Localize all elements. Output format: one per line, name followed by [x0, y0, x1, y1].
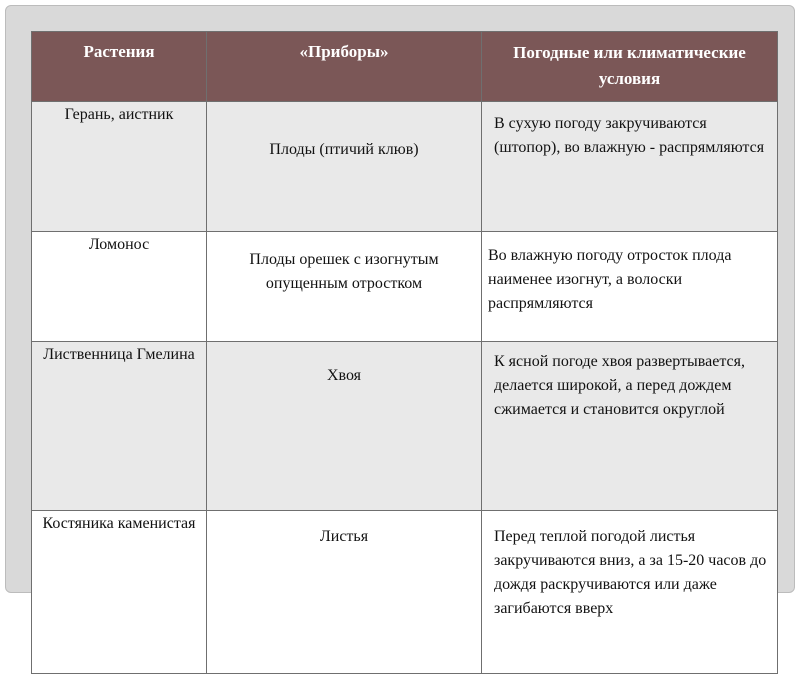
header-plants: Растения: [32, 32, 207, 102]
header-conditions: Погодные или климатические условия: [482, 32, 778, 102]
condition-cell: В сухую погоду закручиваются (штопор), во влажную - распрямляются: [482, 102, 778, 232]
table-row: [32, 102, 778, 232]
table-header-row: [32, 32, 778, 102]
instrument-cell: Листья: [207, 511, 482, 674]
condition-cell: К ясной погоде хвоя развертывается, делается широкой, а перед дождем сжимается и становится округлой: [482, 342, 778, 511]
instrument-cell: Хвоя: [207, 342, 482, 511]
instrument-cell: Плоды (птичий клюв): [207, 102, 482, 232]
plant-cell: Костяника каменистая: [32, 511, 207, 674]
table-row: [32, 342, 778, 511]
condition-cell: Во влажную погоду отросток плода наименее изогнут, а волоски распрямляются: [482, 232, 778, 342]
slide-background: [5, 5, 795, 617]
header-instruments: «Приборы»: [207, 32, 482, 102]
plant-cell: Ломонос: [32, 232, 207, 342]
table-row: [32, 511, 778, 674]
table-row: [32, 232, 778, 342]
plant-cell: Лиственница Гмелина: [32, 342, 207, 511]
plant-cell: Герань, аистник: [32, 102, 207, 232]
condition-cell: Перед теплой погодой листья закручиваются вниз, а за 15-20 часов до дождя раскручиваются или даже загибаются вверх: [482, 511, 778, 674]
instrument-cell: Плоды орешек с изогнутым опущенным отростком: [207, 232, 482, 342]
plants-weather-table: [31, 31, 778, 674]
